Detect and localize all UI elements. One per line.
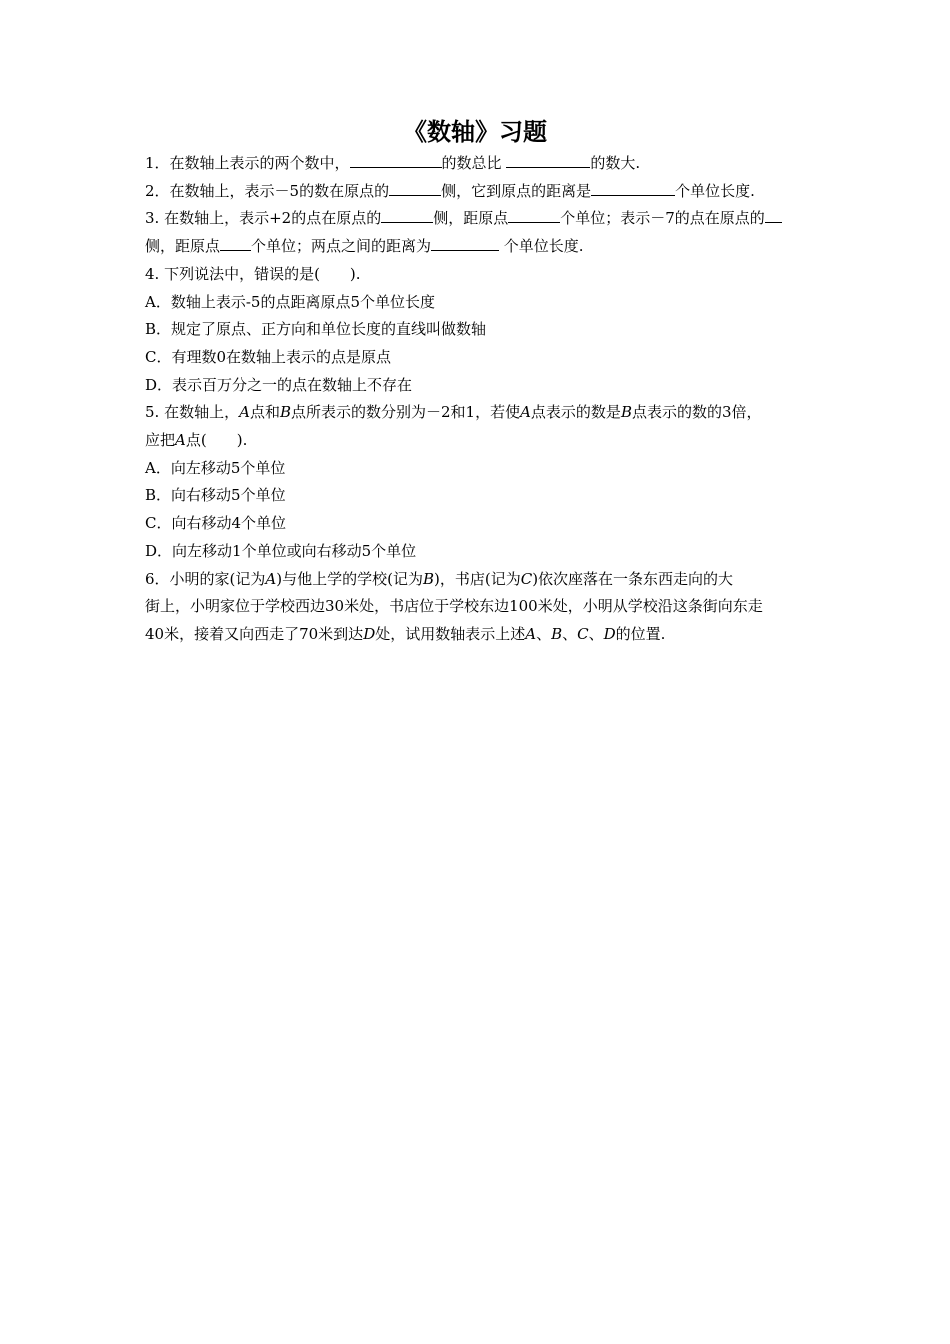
question-2 — [145, 178, 810, 206]
q5-option-b: B．向右移动5个单位 — [145, 486, 286, 505]
q6-text: )，书店(记为 — [434, 569, 521, 588]
q5-text: 点表示的数的3倍， — [631, 403, 762, 422]
q5-text: 点( ). — [185, 431, 248, 450]
q3-blank-3[interactable] — [765, 207, 782, 223]
question-5-line-1 — [145, 399, 810, 427]
q3-blank-4[interactable] — [220, 235, 251, 251]
q2-text-b: 侧，它到原点的距离是 — [441, 181, 592, 200]
q6-var: D — [603, 624, 616, 643]
q5-option-d: D．向左移动1个单位或向右移动5个单位 — [145, 541, 417, 560]
q1-text-a: 1．在数轴上表示的两个数中， — [145, 154, 350, 172]
question-4-stem: 4. 下列说法中，错误的是( ). — [145, 264, 361, 283]
q6-var: C — [520, 569, 533, 588]
q6-var: A — [525, 624, 537, 643]
q6-text: )依次座落在一条东西走向的大 — [532, 569, 734, 588]
q2-blank-1[interactable] — [389, 180, 441, 196]
q1-blank-1[interactable] — [350, 152, 442, 168]
q5-text: 5. 在数轴上， — [145, 403, 240, 422]
q6-text: 处，试用数轴表示上述 — [375, 624, 526, 643]
q3-blank-2[interactable] — [508, 207, 560, 223]
q5-text: 点表示的数是 — [530, 403, 621, 422]
q6-var: D — [363, 624, 376, 643]
q5-text: 应把 — [145, 431, 176, 450]
q3-text-d: 侧，距原点 — [145, 237, 221, 256]
q4-option-d: D．表示百万分之一的点在数轴上不存在 — [145, 375, 413, 394]
q3-text-f: 个单位长度. — [499, 237, 584, 256]
page-title: 《数轴》习题 — [403, 118, 547, 146]
q3-blank-1[interactable] — [381, 207, 433, 223]
q3-text-b: 侧，距原点 — [433, 209, 509, 228]
q6-text: 的位置. — [615, 624, 666, 643]
q6-text: 40米，接着又向西走了70米到达 — [145, 624, 364, 643]
q6-sep: 、 — [562, 624, 578, 643]
q6-sep: 、 — [536, 624, 552, 643]
question-list — [145, 150, 810, 649]
question-3-line-2 — [145, 233, 810, 261]
q5-option-a: A．向左移动5个单位 — [145, 458, 286, 477]
q5-text: 点所表示的数分别为－2和1，若使 — [290, 403, 521, 422]
q3-text-a: 3. 在数轴上，表示+2的点在原点的 — [145, 209, 382, 228]
q6-text: )与他上学的学校(记为 — [276, 569, 423, 588]
q6-var: B — [551, 624, 563, 643]
question-3-line-1 — [145, 205, 810, 233]
question-6-line-1 — [145, 566, 810, 594]
q6-sep: 、 — [588, 624, 604, 643]
q5-var: B — [620, 403, 632, 422]
question-6-line-3 — [145, 621, 810, 649]
q3-blank-5[interactable] — [431, 235, 499, 251]
q1-blank-2[interactable] — [506, 152, 590, 168]
q5-var: A — [175, 431, 186, 450]
q5-option-c: C．向右移动4个单位 — [145, 514, 287, 533]
q3-text-c: 个单位；表示－7的点在原点的 — [560, 209, 765, 228]
q2-blank-2[interactable] — [591, 180, 675, 196]
q4-option-b: B．规定了原点、正方向和单位长度的直线叫做数轴 — [145, 320, 487, 339]
q5-var: A — [520, 403, 531, 422]
question-6-line-2: 街上，小明家位于学校西边30米处，书店位于学校东边100米处，小明从学校沿这条街向东走 — [145, 597, 763, 616]
q3-text-e: 个单位；两点之间的距离为 — [251, 237, 432, 256]
q6-var: C — [577, 624, 589, 643]
question-1 — [145, 150, 810, 178]
q5-text: 点和 — [249, 403, 280, 422]
q4-option-c: C．有理数0在数轴上表示的点是原点 — [145, 347, 392, 366]
q5-var: B — [279, 403, 291, 422]
q2-text-a: 2．在数轴上，表示－5的数在原点的 — [145, 181, 390, 200]
q2-text-c: 个单位长度. — [675, 181, 755, 200]
q1-text-b: 的数总比 — [441, 154, 507, 172]
q1-text-c: 的数大. — [590, 154, 641, 172]
q6-text: 6．小明的家(记为 — [145, 569, 266, 588]
q5-var: A — [239, 403, 250, 422]
q6-var: B — [422, 569, 434, 588]
q4-option-a: A．数轴上表示-5的点距离原点5个单位长度 — [145, 292, 435, 311]
question-5-line-2 — [145, 427, 810, 455]
q6-var: A — [265, 569, 277, 588]
